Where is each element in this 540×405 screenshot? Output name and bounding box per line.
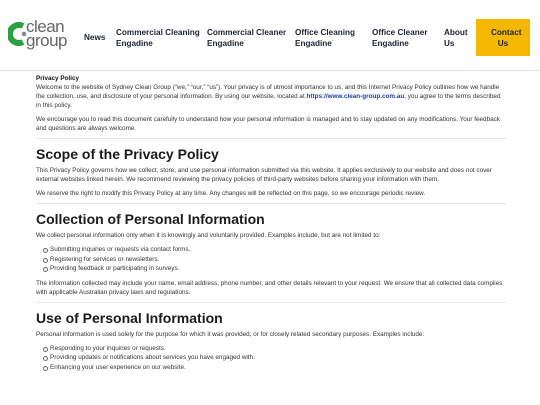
nav-office-cleaning[interactable]: Office Cleaning Engadine — [295, 28, 356, 48]
divider — [36, 302, 506, 303]
intro-text: Welcome to the website of Sydney Clean Group (“we,” “our,” “us”). Your privacy is of utmost importance to us, and this Internet Privacy Policy outlines how we handle the collection, use, and disclosure of your personal information. By using our website, located at — [36, 84, 500, 100]
collection-list — [36, 245, 506, 274]
nav-about[interactable]: About Us — [444, 28, 468, 48]
nav-commercial-cleaner[interactable]: Commercial Cleaner Engadine — [207, 28, 287, 48]
use-paragraph-1: Personal information is used solely for the purpose for which it was provided, or for closely related secondary purposes. Examples include: — [36, 330, 425, 338]
nav-news[interactable]: News — [84, 33, 106, 42]
logo-text-top: clean — [26, 17, 65, 36]
policy-title: Privacy Policy — [36, 75, 80, 82]
list-item: Submitting inquiries or requests via contact forms. — [50, 245, 506, 255]
logo-text-bottom: group — [26, 31, 67, 50]
list-item: Responding to your inquiries or requests. — [50, 344, 506, 354]
list-item: Providing updates or notifications about services you have engaged with. — [50, 353, 506, 363]
intro-tail: , you agree to the terms described in this policy. — [36, 93, 501, 109]
divider — [36, 203, 506, 204]
collection-paragraph-1: We collect personal information only when it is knowingly and voluntarily provided. Examples include, but are not limited to: — [36, 232, 381, 239]
nav-office-cleaner[interactable]: Office Cleaner Engadine — [372, 28, 428, 48]
list-item: Providing feedback or participating in surveys. — [50, 264, 506, 274]
collection-heading: Collection of Personal Information — [36, 211, 265, 227]
divider — [36, 138, 506, 139]
scope-paragraph-1: This Privacy Policy governs how we collect, store, and use personal information submitted via this website. It applies exclusively to our website and does not cover external websites linked herein. We recommend reviewing the privacy policies of third-party websites before sharing your information with them. — [36, 167, 492, 183]
use-list — [36, 344, 506, 373]
nav-commercial-cleaning[interactable]: Commercial Cleaning Engadine — [116, 28, 200, 48]
nav-contact-label: Contact Us — [491, 27, 522, 48]
scope-heading: Scope of the Privacy Policy — [36, 146, 219, 162]
list-item: Enhancing your user experience on our website. — [50, 363, 506, 373]
use-heading: Use of Personal Information — [36, 309, 223, 326]
nav-contact-button[interactable] — [476, 19, 530, 56]
main-nav — [0, 0, 540, 70]
list-item: Registering for services or newsletters. — [50, 255, 506, 265]
site-header — [0, 0, 540, 71]
website-link[interactable]: https://www.clean-group.com.au — [306, 93, 405, 100]
scope-paragraph-2: We reserve the right to modify this Privacy Policy at any time. Any changes will be reflected on this page, so we encourage periodic review. — [36, 190, 426, 197]
collection-paragraph-2: The information collected may include your name, email address, phone number, and other details relevant to your request. We ensure that all collected data complies with applicable Australian privacy laws and regulations. — [36, 279, 503, 296]
intro-paragraph — [36, 83, 506, 110]
policy-content — [36, 74, 506, 377]
intro-paragraph-2: We encourage you to read this document carefully to understand how your personal information is managed and to stay updated on any modifications. Your feedback and questions are always welcome. — [36, 116, 500, 132]
